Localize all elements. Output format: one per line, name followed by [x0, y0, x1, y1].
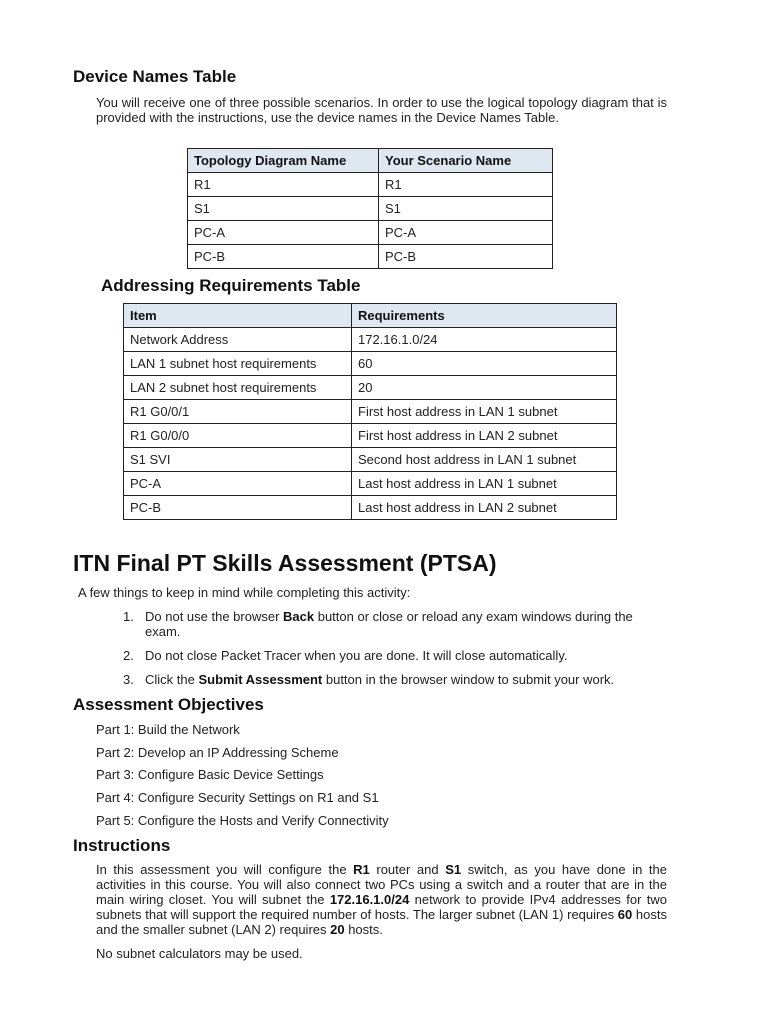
table-row [188, 173, 553, 197]
table-cell: PC-A [124, 472, 352, 496]
rule-text: Click the [145, 672, 199, 687]
rule-text: button in the browser window to submit your work. [322, 672, 615, 687]
table-row [188, 221, 553, 245]
column-header: Requirements [352, 304, 617, 328]
table-row [124, 400, 617, 424]
addressing-heading: Addressing Requirements Table [101, 276, 361, 295]
table-row [188, 197, 553, 221]
table-cell: PC-B [188, 245, 379, 269]
table-cell: Second host address in LAN 1 subnet [352, 448, 617, 472]
instructions-heading: Instructions [73, 836, 171, 855]
table-cell: S1 [379, 197, 553, 221]
table-row [124, 496, 617, 520]
bold-run: 20 [330, 922, 345, 937]
text-run: switch, as you have done in the activities in this course. You will also connect two PCs using a switch and a router that are in the main wiring closet. You will subnet the [96, 862, 667, 907]
list-number: 1. [123, 609, 134, 624]
table-cell: Last host address in LAN 2 subnet [352, 496, 617, 520]
table-cell: S1 [188, 197, 379, 221]
list-item [73, 672, 667, 687]
list-number: 2. [123, 648, 134, 663]
text-run: hosts. [344, 922, 383, 937]
table-cell: PC-A [188, 221, 379, 245]
bold-run: S1 [445, 862, 462, 877]
table-row [188, 245, 553, 269]
text-run: router and [369, 862, 446, 877]
table-header-row [124, 304, 617, 328]
list-item [73, 609, 667, 648]
exam-rules-list [73, 609, 667, 687]
table-cell: S1 SVI [124, 448, 352, 472]
table-row [124, 376, 617, 400]
rule-text: Do not use the browser [145, 609, 284, 624]
rule-bold: Back [283, 609, 315, 624]
ptsa-intro: A few things to keep in mind while completing this activity: [78, 585, 411, 600]
bold-run: 172.16.1.0/24 [329, 892, 410, 907]
list-item: Part 1: Build the Network [96, 722, 240, 737]
list-item [73, 648, 667, 672]
table-cell: Network Address [124, 328, 352, 352]
instructions-paragraph [96, 862, 667, 937]
table-cell: R1 G0/0/0 [124, 424, 352, 448]
table-cell: R1 [379, 173, 553, 197]
rule-text: Do not close Packet Tracer when you are done. It will close automatically. [145, 648, 568, 663]
text-run: In this assessment you will configure the [96, 862, 354, 877]
table-cell: First host address in LAN 1 subnet [352, 400, 617, 424]
table-cell: First host address in LAN 2 subnet [352, 424, 617, 448]
table-cell: LAN 1 subnet host requirements [124, 352, 352, 376]
instructions-note: No subnet calculators may be used. [96, 946, 303, 961]
bold-run: 60 [617, 907, 633, 922]
table-cell: 20 [352, 376, 617, 400]
device-names-intro: You will receive one of three possible scenarios. In order to use the logical topology diagram that is provided with the instructions, use the device names in the Device Names Table. [96, 95, 667, 125]
table-row [124, 424, 617, 448]
list-item: Part 3: Configure Basic Device Settings [96, 767, 324, 783]
table-cell: 172.16.1.0/24 [352, 328, 617, 352]
list-number: 3. [123, 672, 134, 687]
objectives-list [96, 722, 389, 835]
list-item: Part 5: Configure the Hosts and Verify Connectivity [96, 812, 389, 828]
table-row [124, 328, 617, 352]
list-item: Part 4: Configure Security Settings on R1 and S1 [96, 790, 379, 806]
device-names-table [187, 148, 553, 269]
table-cell: PC-B [124, 496, 352, 520]
table-row [124, 448, 617, 472]
table-cell: 60 [352, 352, 617, 376]
bold-run: R1 [353, 862, 370, 877]
addressing-table [123, 303, 617, 520]
text-run: network to provide IPv4 addresses for two subnets that will support the required number of hosts. The larger subnet (LAN 1) requires [96, 892, 667, 922]
table-row [124, 352, 617, 376]
table-header-row [188, 149, 553, 173]
table-cell: PC-A [379, 221, 553, 245]
table-cell: PC-B [379, 245, 553, 269]
objectives-heading: Assessment Objectives [73, 695, 264, 714]
text-run: hosts and the smaller subnet (LAN 2) requires [96, 907, 668, 937]
table-cell: R1 G0/0/1 [124, 400, 352, 424]
column-header: Topology Diagram Name [188, 149, 379, 173]
rule-bold: Submit Assessment [198, 672, 323, 687]
page-title: ITN Final PT Skills Assessment (PTSA) [73, 550, 497, 576]
table-row [124, 472, 617, 496]
rule-text: button or close or reload any exam windows during the exam. [145, 609, 633, 639]
column-header: Item [124, 304, 352, 328]
column-header: Your Scenario Name [379, 149, 553, 173]
list-item: Part 2: Develop an IP Addressing Scheme [96, 744, 339, 760]
table-cell: R1 [188, 173, 379, 197]
table-cell: Last host address in LAN 1 subnet [352, 472, 617, 496]
table-cell: LAN 2 subnet host requirements [124, 376, 352, 400]
device-names-heading: Device Names Table [73, 67, 237, 86]
